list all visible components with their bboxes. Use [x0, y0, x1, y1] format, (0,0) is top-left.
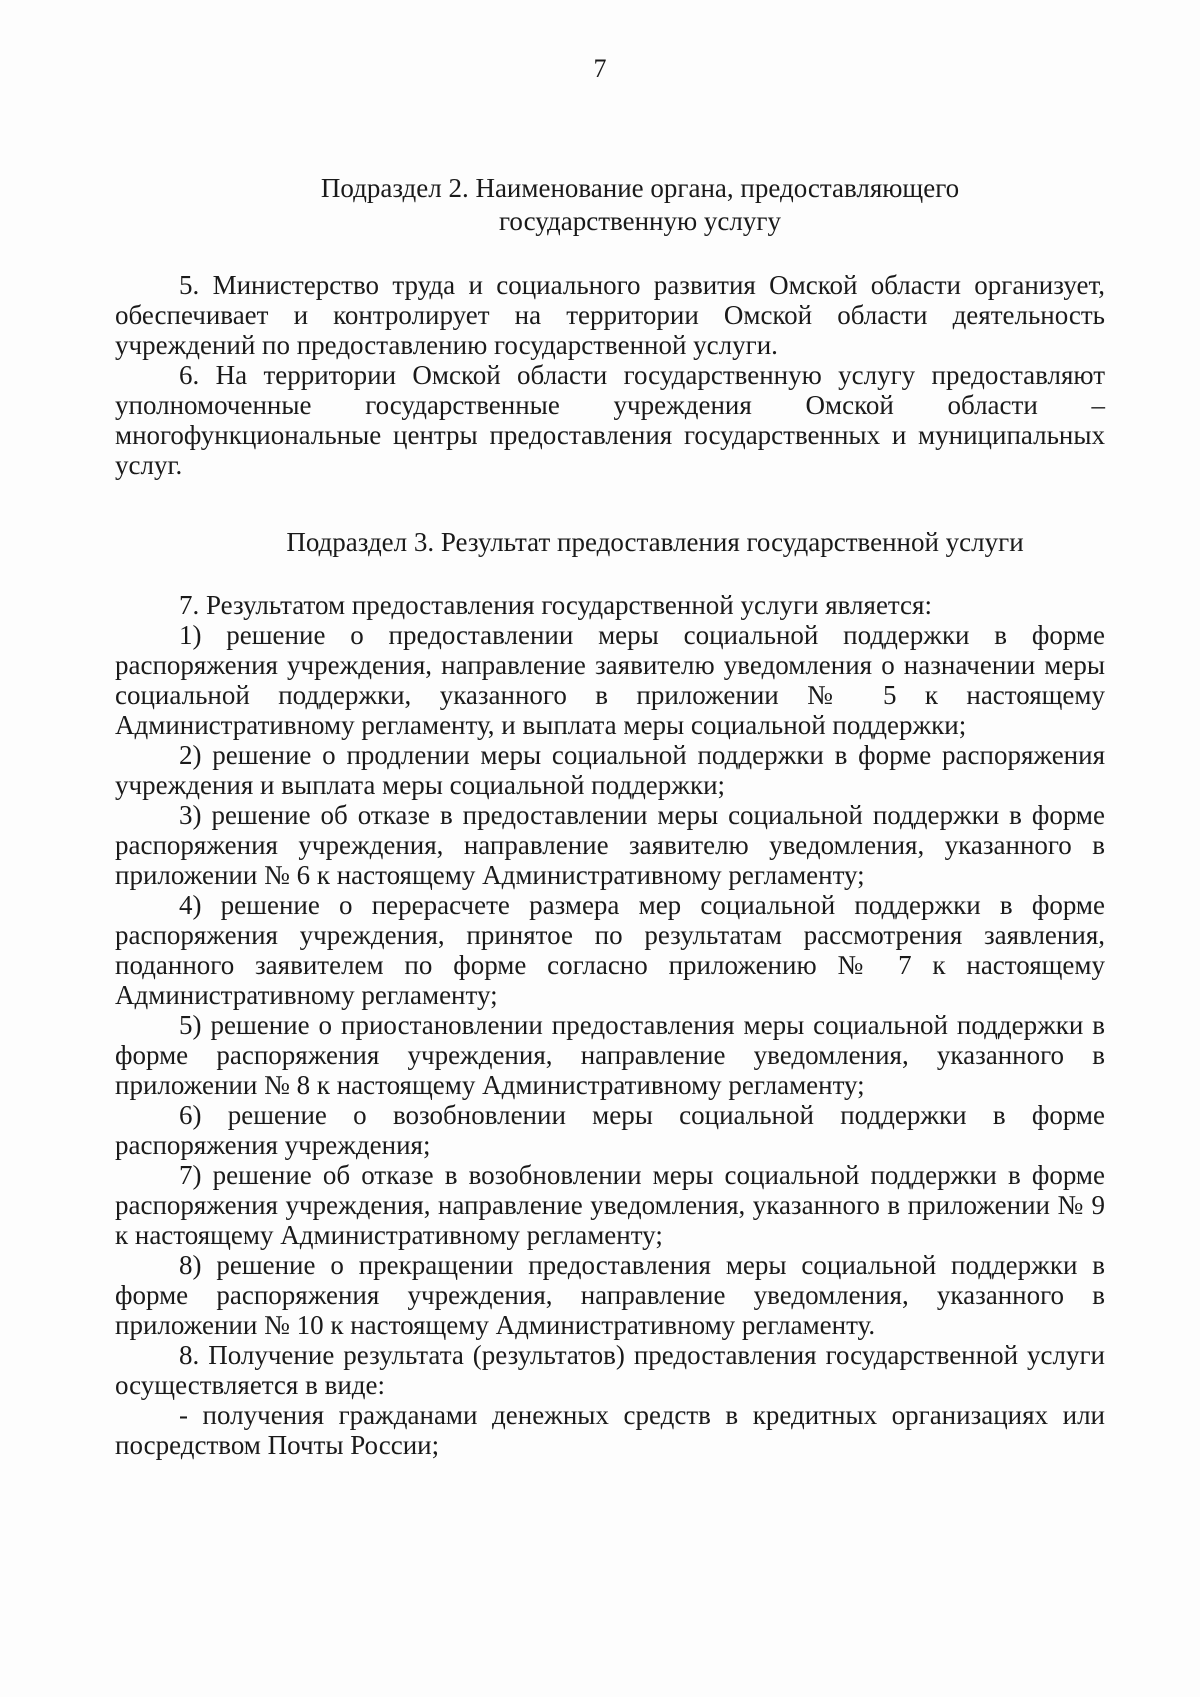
subsection-2-body — [115, 270, 1105, 480]
list-item-6: 6) решение о возобновлении меры социальной поддержки в форме распоряжения учреждения; — [115, 1100, 1105, 1160]
subsection-3-heading — [155, 526, 1155, 559]
paragraph-6: 6. На территории Омской области государственную услугу предоставляют уполномоченные государственные учреждения Омской области – многофункциональные центры предоставления государственных и муниципальных услуг. — [115, 360, 1105, 480]
page-number: 7 — [593, 54, 607, 83]
list-item-2: 2) решение о продлении меры социальной поддержки в форме распоряжения учреждения и выплата меры социальной поддержки; — [115, 740, 1105, 800]
subsection-2-heading — [140, 172, 1140, 238]
list-item-5: 5) решение о приостановлении предоставления меры социальной поддержки в форме распоряжения учреждения, направление уведомления, указанного в приложении № 8 к настоящему Административному регламенту; — [115, 1010, 1105, 1100]
subsection-3-body — [115, 590, 1105, 1460]
list-item-3: 3) решение об отказе в предоставлении меры социальной поддержки в форме распоряжения учреждения, направление заявителю уведомления, указанного в приложении № 6 к настоящему Административному регламенту; — [115, 800, 1105, 890]
dash-item: - получения гражданами денежных средств в кредитных организациях или посредством Почты России; — [115, 1400, 1105, 1460]
subsection-3-heading-title: Подраздел 3. Результат предоставления государственной услуги — [286, 527, 1024, 557]
subsection-2-heading-line-2: государственную услугу — [499, 206, 781, 236]
list-item-1: 1) решение о предоставлении меры социальной поддержки в форме распоряжения учреждения, направление заявителю уведомления о назначении меры социальной поддержки, указанного в приложении № 5 к настоящему Административному регламенту, и выплата меры социальной поддержки; — [115, 620, 1105, 740]
paragraph-7: 7. Результатом предоставления государственной услуги является: — [179, 590, 932, 620]
list-item-8: 8) решение о прекращении предоставления меры социальной поддержки в форме распоряжения учреждения, направление уведомления, указанного в приложении № 10 к настоящему Административному регламенту. — [115, 1250, 1105, 1340]
paragraph-5: 5. Министерство труда и социального развития Омской области организует, обеспечивает и контролирует на территории Омской области деятельность учреждений по предоставлению государственной услуги. — [115, 270, 1105, 360]
subsection-2-heading-line-1: Подраздел 2. Наименование органа, предоставляющего — [320, 173, 960, 203]
list-item-7: 7) решение об отказе в возобновлении меры социальной поддержки в форме распоряжения учреждения, направление уведомления, указанного в приложении № 9 к настоящему Административному регламенту; — [115, 1160, 1105, 1250]
list-item-4: 4) решение о перерасчете размера мер социальной поддержки в форме распоряжения учреждения, принятое по результатам рассмотрения заявления, поданного заявителем по форме согласно приложению № 7 к настоящему Административному регламенту; — [115, 890, 1105, 1010]
paragraph-8: 8. Получение результата (результатов) предоставления государственной услуги осуществляется в виде: — [115, 1340, 1105, 1400]
